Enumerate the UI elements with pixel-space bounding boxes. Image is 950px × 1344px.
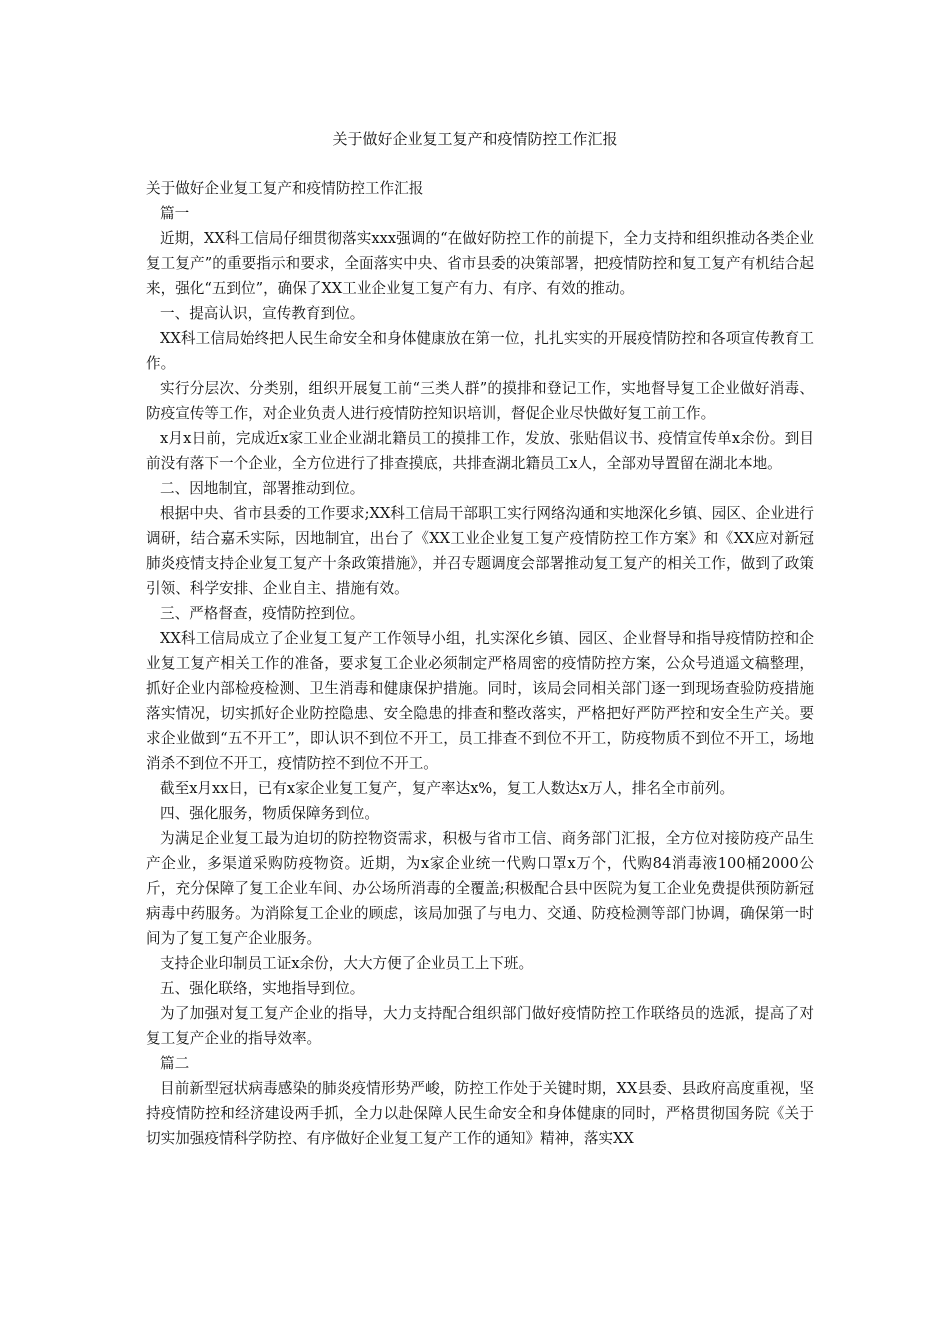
section-heading: 一、提高认识，宣传教育到位。 <box>160 305 365 322</box>
paragraph: 支持企业印制员工证x余份，大大方便了企业员工上下班。 <box>160 955 534 972</box>
paragraph: 为满足企业复工最为迫切的防控物资需求，积极与省市工信、商务部门汇报，全方位对接防疫产品生产企业，多渠道采购防疫物资。近期，为x家企业统一代购口罩x万个，代购84消毒液100桶2000公斤，充分保障了复工企业车间、办公场所消毒的全覆盖;积极配合县中医院为复工企业免费提供预防新冠病毒中药服务。为消除复工企业的顾虑，该局加强了与电力、交通、防疫检测等部门协调，确保第一时间为了复工复产企业服务。 <box>146 830 814 947</box>
section-heading: 二、因地制宜，部署推动到位。 <box>160 480 365 497</box>
section-heading: 三、严格督查，疫情防控到位。 <box>160 605 365 622</box>
paragraph: 实行分层次、分类别，组织开展复工前“三类人群”的摸排和登记工作，实地督导复工企业做好消毒、防疫宣传等工作，对企业负责人进行疫情防控知识培训，督促企业尽快做好复工前工作。 <box>146 380 814 422</box>
document-subtitle: 关于做好企业复工复产和疫情防控工作汇报 <box>146 180 424 197</box>
section-heading: 篇一 <box>160 205 190 222</box>
paragraph: XX科工信局成立了企业复工复产工作领导小组，扎实深化乡镇、园区、企业督导和指导疫情防控和企业复工复产相关工作的准备，要求复工企业必须制定严格周密的疫情防控方案，公众号逍遥文稿整理，抓好企业内部检疫检测、卫生消毒和健康保护措施。同时，该局会同相关部门逐一到现场查验防疫措施落实情况，切实抓好企业防控隐患、安全隐患的排查和整改落实，严格把好严防严控和安全生产关。要求企业做到“五不开工”，即认识不到位不开工，员工排查不到位不开工，防疫物质不到位不开工，场地消杀不到位不开工，疫情防控不到位不开工。 <box>146 630 814 772</box>
document-body <box>146 176 814 1151</box>
section-heading: 篇二 <box>160 1055 190 1072</box>
paragraph: 目前新型冠状病毒感染的肺炎疫情形势严峻，防控工作处于关键时期，XX县委、县政府高度重视，坚持疫情防控和经济建设两手抓，全力以赴保障人民生命安全和身体健康的同时，严格贯彻国务院《关于切实加强疫情科学防控、有序做好企业复工复产工作的通知》精神，落实XX <box>146 1080 814 1147</box>
paragraph: 截至x月xx日，已有x家企业复工复产，复产率达x%，复工人数达x万人，排名全市前列。 <box>160 780 735 797</box>
paragraph: x月x日前，完成近x家工业企业湖北籍员工的摸排工作，发放、张贴倡议书、疫情宣传单x余份。到目前没有落下一个企业，全方位进行了排查摸底，共排查湖北籍员工x人，全部劝导置留在湖北本地。 <box>146 430 814 472</box>
page-title: 关于做好企业复工复产和疫情防控工作汇报 <box>332 130 618 148</box>
section-heading: 四、强化服务，物质保障务到位。 <box>160 805 379 822</box>
paragraph: XX科工信局始终把人民生命安全和身体健康放在第一位，扎扎实实的开展疫情防控和各项宣传教育工作。 <box>146 330 814 372</box>
section-heading: 五、强化联络，实地指导到位。 <box>160 980 365 997</box>
paragraph: 近期，XX科工信局仔细贯彻落实xxx强调的“在做好防控工作的前提下，全力支持和组织推动各类企业复工复产”的重要指示和要求，全面落实中央、省市县委的决策部署，把疫情防控和复工复产有机结合起来，强化“五到位”，确保了XX工业企业复工复产有力、有序、有效的推动。 <box>146 230 814 297</box>
paragraph: 为了加强对复工复产企业的指导，大力支持配合组织部门做好疫情防控工作联络员的选派，提高了对复工复产企业的指导效率。 <box>146 1005 814 1047</box>
paragraph: 根据中央、省市县委的工作要求;XX科工信局干部职工实行网络沟通和实地深化乡镇、园区、企业进行调研，结合嘉禾实际，因地制宜，出台了《XX工业企业复工复产疫情防控工作方案》和《XX应对新冠肺炎疫情支持企业复工复产十条政策措施》，并召专题调度会部署推动复工复产的相关工作，做到了政策引领、科学安排、企业自主、措施有效。 <box>146 505 814 597</box>
